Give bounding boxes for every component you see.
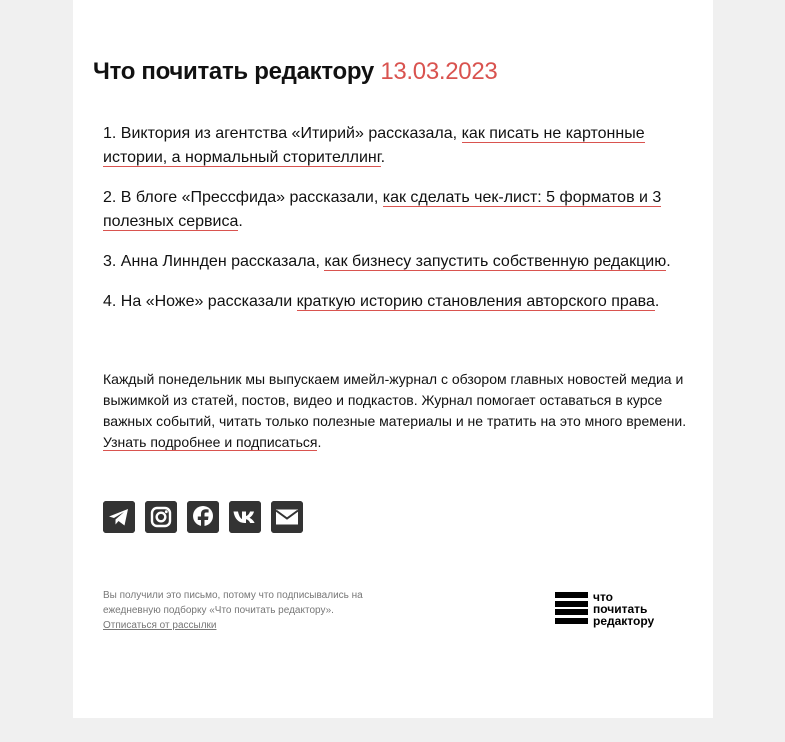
title-text: Что почитать редактору (93, 58, 374, 85)
item-text: 2. В блоге «Прессфида» рассказали, (103, 189, 383, 206)
item-suffix: . (666, 253, 671, 270)
list-item (103, 290, 688, 314)
list-item (103, 186, 688, 234)
article-link-storytelling[interactable]: как писать не картонные истории, а нормальный сторителлинг (103, 125, 645, 166)
article-link-copyright[interactable]: краткую историю становления авторского права (296, 293, 655, 310)
logo-line: почитать (593, 602, 648, 616)
item-suffix: . (380, 149, 386, 166)
logo[interactable] (555, 592, 685, 628)
email-card (73, 0, 713, 718)
about-suffix: . (317, 434, 322, 450)
instagram-icon[interactable] (145, 501, 177, 533)
issue-date: 13.03.2023 (380, 58, 498, 85)
subscribe-link[interactable]: Узнать подробнее и подписаться (103, 434, 318, 450)
social-links (103, 501, 303, 533)
telegram-icon[interactable] (103, 501, 135, 533)
logo-text (593, 591, 654, 627)
unsubscribe-link[interactable]: Отписаться от рассылки (103, 620, 217, 631)
vk-icon[interactable] (229, 501, 261, 533)
list-item (103, 122, 688, 170)
item-text: 3. Анна Линнден рассказала, (103, 253, 325, 270)
item-suffix: . (238, 213, 243, 230)
about-newsletter (103, 369, 693, 453)
item-text: 1. Виктория из агентства «Итирий» рассказала, (103, 125, 462, 142)
page-title (93, 58, 497, 86)
logo-line: редактору (593, 614, 655, 628)
about-text: Каждый понедельник мы выпускаем имейл-журнал с обзором главных новостей медиа и выжимкой из статей, постов, видео и подкастов. Журнал помогает оставаться в курсе важных событий, читать только полезные материалы и не тратить на это много времени. (103, 371, 687, 429)
logo-bars-icon (555, 592, 588, 626)
email-icon[interactable] (271, 501, 303, 533)
footer-text: Вы получили это письмо, потому что подписывались на ежедневную подборку «Что почитать редактору». (103, 590, 363, 616)
logo-line: что (593, 590, 614, 604)
list-item (103, 250, 688, 274)
footer-note (103, 588, 403, 633)
article-link-editorial[interactable]: как бизнесу запустить собственную редакцию (324, 253, 667, 270)
article-list (103, 122, 688, 330)
article-link-checklist[interactable]: как сделать чек-лист: 5 форматов и 3 полезных сервиса (103, 189, 662, 230)
facebook-icon[interactable] (187, 501, 219, 533)
item-suffix: . (654, 293, 660, 310)
item-text: 4. На «Ноже» рассказали (103, 293, 297, 310)
